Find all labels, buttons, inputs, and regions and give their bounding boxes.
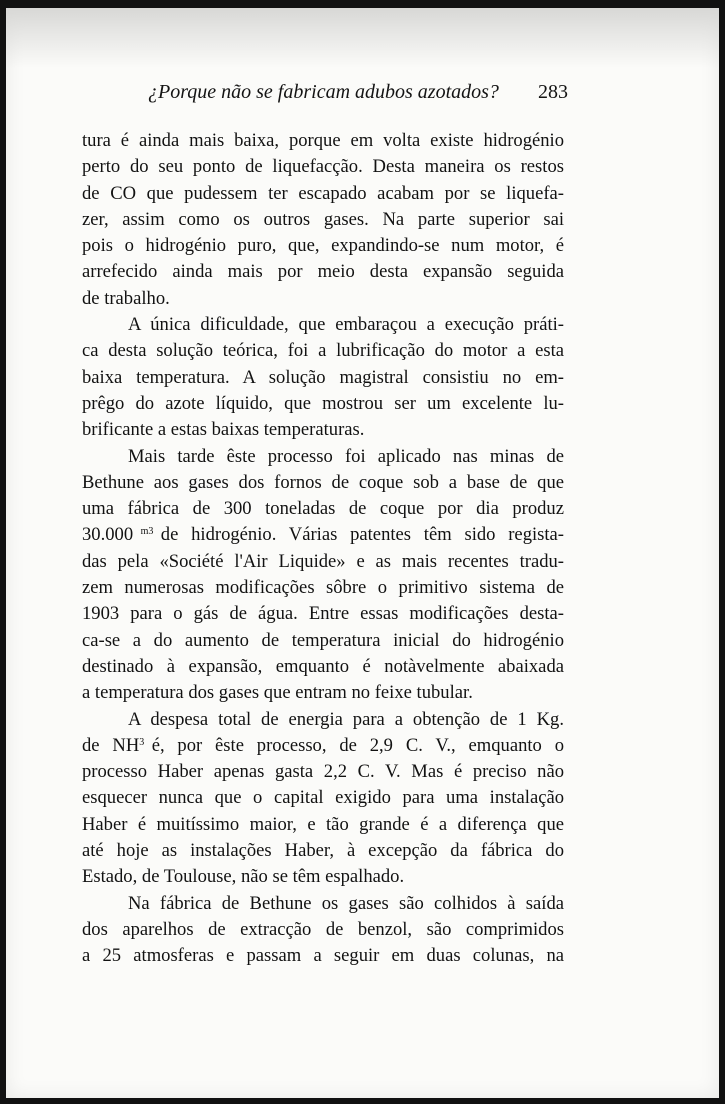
text-line: Mais tarde êste processo foi aplicado nas minas de: [128, 445, 564, 467]
text-line: prêgo do azote líquido, que mostrou ser um excelente lu-: [82, 392, 564, 414]
text-line: zer, assim como os outros gases. Na parte superior sai: [82, 208, 564, 230]
text-line: [82, 733, 564, 759]
text-line: zem numerosas modificações sôbre o primitivo sistema de: [82, 577, 564, 599]
text-line: tura é ainda mais baixa, porque em volta existe hidrogénio: [82, 130, 564, 151]
page-header: [148, 81, 568, 111]
text-line: de CO que pudessem ter escapado acabam por se liquefa-: [82, 182, 564, 204]
text-line: perto do seu ponto de liquefacção. Desta maneira os restos: [82, 156, 564, 178]
text-line: Na fábrica de Bethune os gases são colhidos à saída: [128, 892, 564, 914]
page-number: 283: [538, 81, 568, 103]
text-line: A despesa total de energia para a obtenção de 1 Kg.: [128, 708, 564, 730]
text-line: das pela «Société l'Air Liquide» e as mais recentes tradu-: [82, 550, 564, 572]
text-line: esquecer nunca que o capital exigido para uma instalação: [82, 787, 564, 809]
text-line: até hoje as instalações Haber, à excepção da fábrica do: [82, 840, 564, 862]
text-line: processo Haber apenas gasta 2,2 C. V. Mas é preciso não: [82, 761, 564, 783]
text-line: ca-se a do aumento de temperatura inicial do hidrogénio: [82, 629, 564, 651]
text-line: destinado à expansão, emquanto é notàvelmente abaixada: [82, 655, 564, 677]
text-fragment: de hidrogénio. Várias patentes têm sido regista-: [160, 524, 564, 546]
text-line: 1903 para o gás de água. Entre essas modificações desta-: [82, 603, 564, 625]
text-line: arrefecido ainda mais por meio desta expansão seguida: [82, 261, 564, 283]
running-title: ¿Porque não se fabricam adubos azotados?: [148, 81, 499, 103]
text-line: Estado, de Toulouse, não se têm espalhado.: [82, 866, 405, 888]
text-line: brificante a estas baixas temperaturas.: [82, 419, 365, 441]
text-line: pois o hidrogénio puro, que, expandindo-se num motor, é: [82, 235, 564, 257]
text-line: a temperatura dos gases que entram no feixe tubular.: [82, 682, 473, 704]
superscript: 3: [139, 736, 145, 748]
text-line: a 25 atmosferas e passam a seguir em duas colunas, na: [82, 945, 564, 967]
text-line: de trabalho.: [82, 287, 170, 309]
text-line: [82, 522, 564, 548]
scan-shadow: [6, 8, 719, 68]
book-page: [6, 8, 719, 1098]
text-line: A única dificuldade, que embaraçou a execução práti-: [128, 314, 564, 336]
text-line: uma fábrica de 300 toneladas de coque por dia produz: [82, 498, 564, 520]
text-line: ca desta solução teórica, foi a lubrificação do motor a esta: [82, 340, 564, 362]
text-fragment: é, por êste processo, de 2,9 C. V., emquanto o: [151, 734, 564, 756]
body-text: [82, 128, 564, 970]
text-fragment: 30.000: [82, 524, 134, 546]
text-fragment: de NH: [82, 734, 140, 756]
text-line: dos aparelhos de extracção de benzol, são comprimidos: [82, 918, 564, 940]
text-line: Bethune aos gases dos fornos de coque sob a base de que: [82, 471, 564, 493]
text-line: Haber é muitíssimo maior, e tão grande é a diferença que: [82, 813, 564, 835]
superscript: m3: [140, 526, 154, 538]
text-line: baixa temperatura. A solução magistral consistiu no em-: [82, 366, 564, 388]
